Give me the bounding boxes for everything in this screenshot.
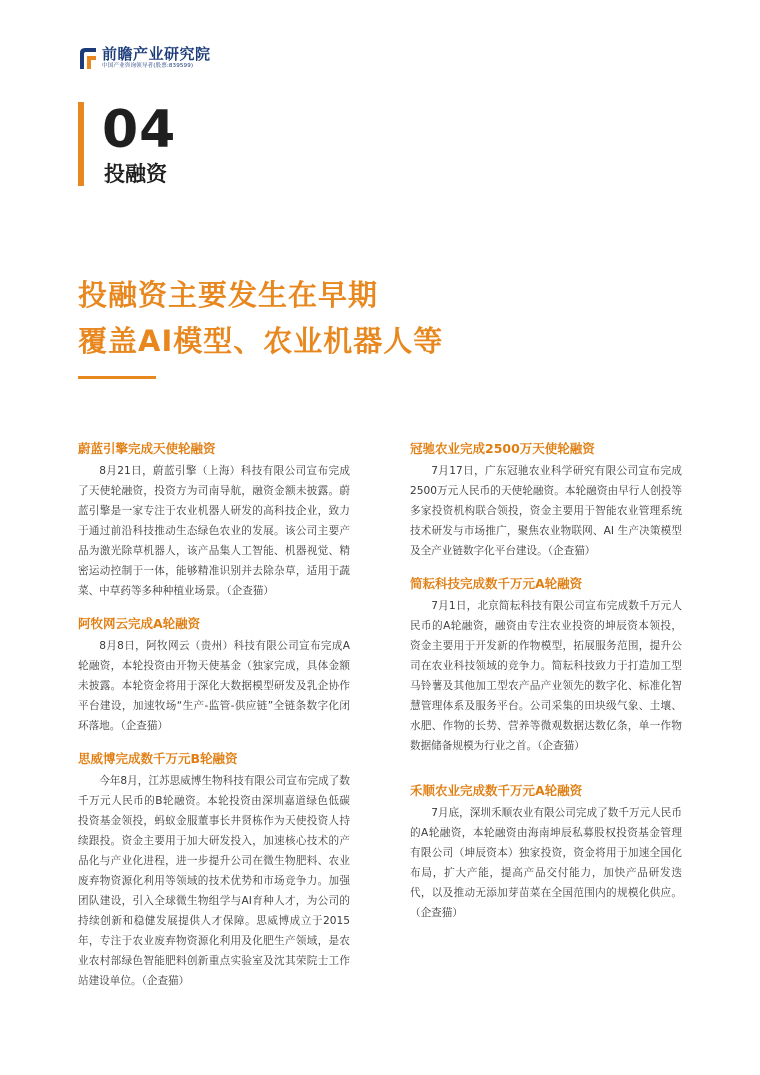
section-accent-bar [78,102,84,186]
headline-line-1: 投融资主要发生在早期 [78,278,379,312]
news-item-body: 7月1日，北京简耘科技有限公司宣布完成数千万元人民币的A轮融资，融资由专注农业投资的坤辰资本领投，资金主要用于开发新的作物模型，拓展服务范围，提升公司在农业科技领域的竞争力。简耘科技致力于打造加工型马铃薯及其他加工型农产品产业领先的数字化、标准化智慧管理体系及服务平台。公司采集的田块级气象、土壤、水肥、作物的长势、营养等微观数据达数亿条，单一作物数据储备规模为行业之首。（企查猫） [410,600,682,752]
news-item [78,615,350,736]
news-item [410,440,682,561]
brand-logo [78,44,211,72]
news-item [410,782,682,923]
brand-mark-icon [78,45,98,71]
news-item-body: 8月21日，蔚蓝引擎（上海）科技有限公司宣布完成了天使轮融资，投资方为司南导航，融资金额未披露。蔚蓝引擎是一家专注于农业机器人研发的高科技企业，致力于通过前沿科技推动生态绿色农业的发展。该公司主要产品为激光除草机器人，该产品集人工智能、机器视觉、精密运动控制于一体，能够精准识别并去除杂草，适用于蔬菜、中草药等多种种植业场景。（企查猫） [78,465,350,597]
news-item-title: 冠驰农业完成2500万天使轮融资 [410,441,595,456]
news-item-title: 蔚蓝引擎完成天使轮融资 [78,441,216,456]
news-item-title: 禾顺农业完成数千万元A轮融资 [410,783,583,798]
left-column [78,440,350,991]
headline-divider [78,376,156,379]
news-item-body: 7月底，深圳禾顺农业有限公司完成了数千万元人民币的A轮融资，本轮融资由海南坤辰私募股权投资基金管理有限公司（坤辰资本）独家投资，资金将用于加速全国化布局，扩大产能，提高产品交付能力，加快产品研发迭代，以及推动无添加芽苗菜在全国范围内的规模化供应。（企查猫） [410,807,682,919]
news-item [410,575,682,756]
news-item-body: 8月8日，阿牧网云（贵州）科技有限公司宣布完成A轮融资，本轮投资由开物天使基金（独家完成，具体金额未披露。本轮资金将用于深化大数据模型研发及乳企协作平台建设，加速牧场“生产-监管-供应链”全链条数字化闭环落地。（企查猫） [78,640,350,732]
news-item-body: 7月17日，广东冠驰农业科学研究有限公司宣布完成2500万元人民币的天使轮融资。本轮融资由早行人创投等多家投资机构联合领投，资金主要用于智能农业管理系统技术研发与市场推广，聚焦农业物联网、AI 生产决策模型及全产业链数字化平台建设。（企查猫） [410,465,682,557]
section-number: 04 [102,100,177,160]
right-column [410,440,682,923]
section-title: 投融资 [104,162,167,186]
news-item-body: 今年8月，江苏思威博生物科技有限公司宣布完成了数千万元人民币的B轮融资。本轮投资由深圳嘉道绿色低碳投资基金领投，蚂蚁金服董事长井贤栋作为天使投资人持续跟投。资金主要用于加大研发投入，加速核心技术的产品化与产业化进程，进一步提升公司在微生物肥料、农业废弃物资源化利用等领域的技术优势和市场竞争力。加强团队建设，引入全球微生物组学与AI育种人才，为公司的持续创新和稳健发展提供人才保障。思威博成立于2015年，专注于农业废弃物资源化利用及化肥生产领域，是农业农村部绿色智能肥料创新重点实验室及沈其荣院士工作站建设单位。（企查猫） [78,775,350,987]
brand-tagline: 中国产业咨询领导者(股票:839599) [102,63,194,69]
headline [78,272,443,364]
news-item-title: 思威博完成数千万元B轮融资 [78,751,238,766]
headline-line-2: 覆盖AI模型、农业机器人等 [78,324,444,358]
brand-name: 前瞻产业研究院 [102,45,211,63]
news-item-title: 阿牧网云完成A轮融资 [78,616,201,631]
news-item [78,440,350,601]
news-item [78,750,350,991]
news-item-title: 简耘科技完成数千万元A轮融资 [410,576,583,591]
